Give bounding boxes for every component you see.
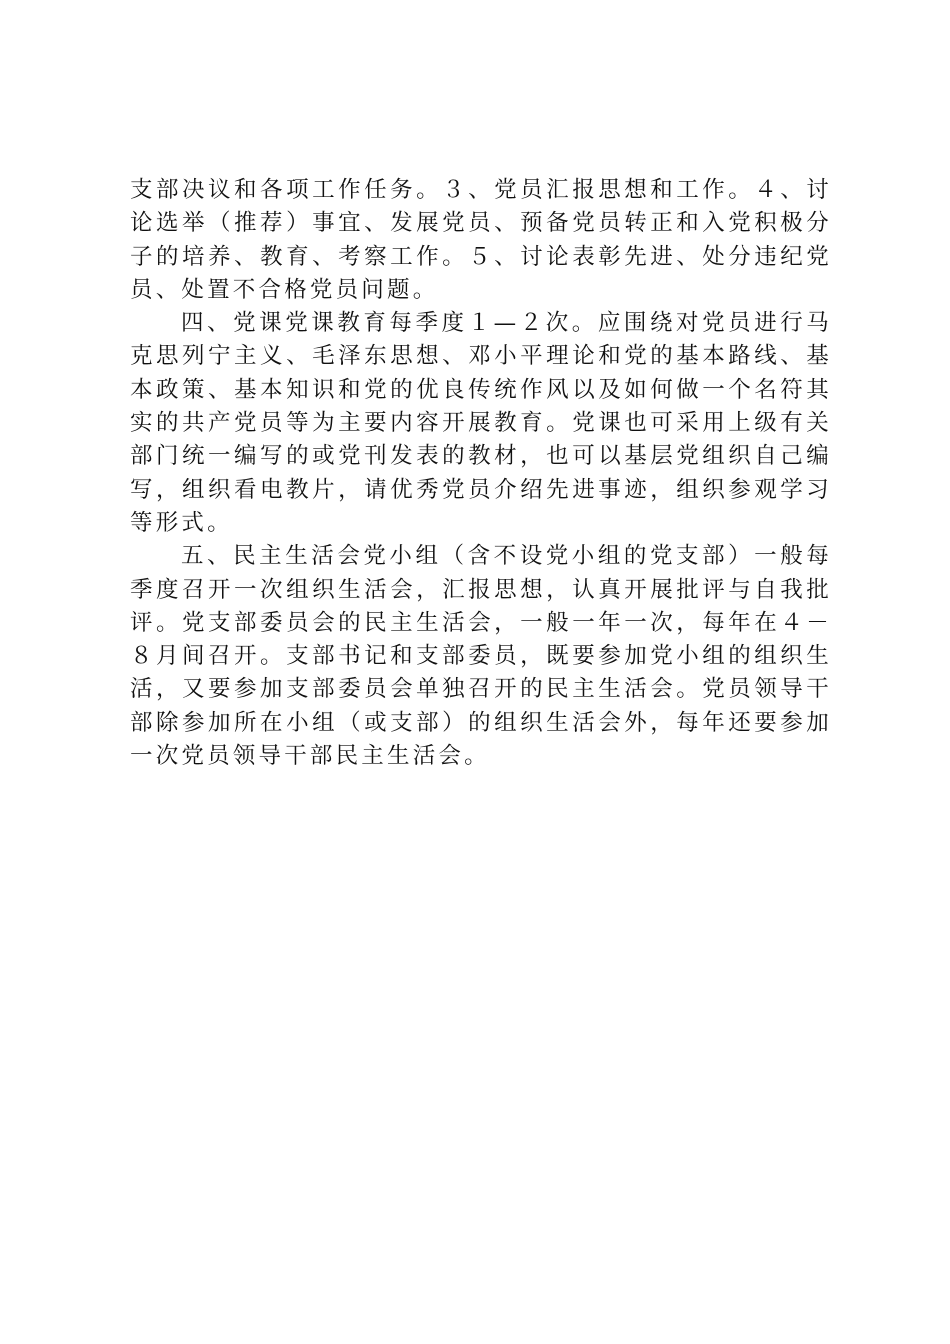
paragraph-democratic-life-meeting: 五、民主生活会党小组（含不设党小组的党支部）一般每季度召开一次组织生活会，汇报思想，认真开展批评与自我批评。党支部委员会的民主生活会，一般一年一次，每年在４－８月间召开。支部书记和支部委员，既要参加党小组的组织生活，又要参加支部委员会单独召开的民主生活会。党员领导干部除参加所在小组（或支部）的组织生活会外，每年还要参加一次党员领导干部民主生活会。 — [130, 543, 832, 770]
paragraph-party-lecture: 四、党课党课教育每季度１—２次。应围绕对党员进行马克思列宁主义、毛泽东思想、邓小平理论和党的基本路线、基本政策、基本知识和党的优良传统作风以及如何做一个名符其实的共产党员等为主要内容开展教育。党课也可采用上级有关部门统一编写的或党刊发表的教材，也可以基层党组织自己编写，组织看电教片，请优秀党员介绍先进事迹，组织参观学习等形式。 — [130, 310, 832, 536]
paragraph-continuation: 支部决议和各项工作任务。３、党员汇报思想和工作。４、讨论选举（推荐）事宜、发展党员、预备党员转正和入党积极分子的培养、教育、考察工作。５、讨论表彰先进、处分违纪党员、处置不合格党员问题。 — [130, 177, 832, 303]
document-body — [130, 174, 832, 773]
